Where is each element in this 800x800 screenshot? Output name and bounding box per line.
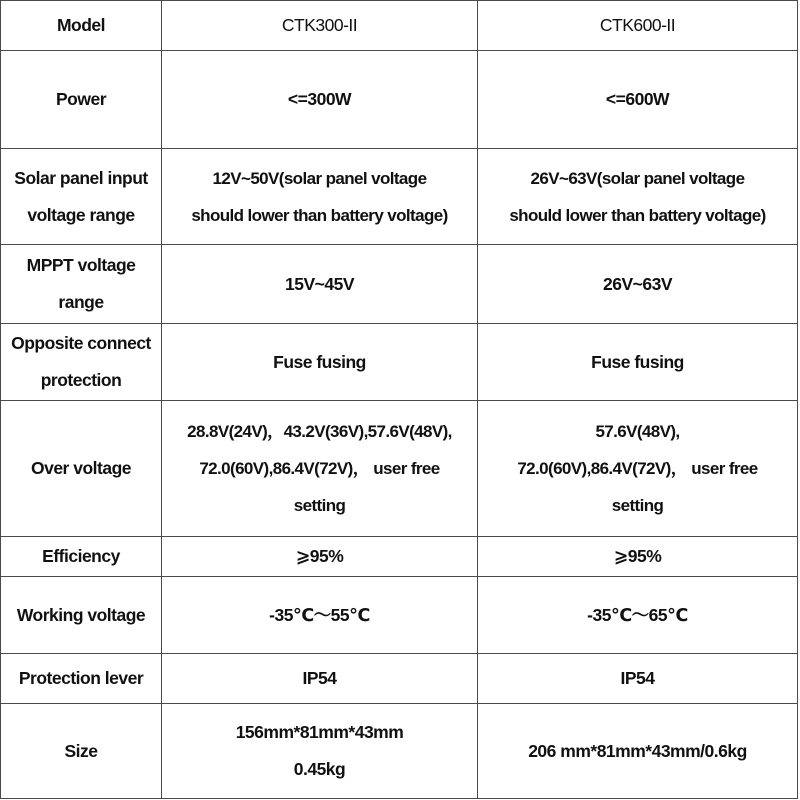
row-label: Over voltage [1,401,162,537]
table-row [1,401,798,537]
row-label: Size [1,704,162,799]
row-label: Opposite connect protection [1,324,162,401]
table-row [1,537,798,577]
header-row [1,1,798,51]
row-value-b: ⩾95% [478,537,798,577]
row-label: Protection lever [1,654,162,704]
row-label: Efficiency [1,537,162,577]
row-value-a: -35℃～55℃ [162,577,478,654]
row-value-a: 12V~50V(solar panel voltage should lower than battery voltage) [162,149,478,245]
row-value-b: <=600W [478,51,798,149]
table-row [1,324,798,401]
row-value-b: 206 mm*81mm*43mm/0.6kg [478,704,798,799]
row-label: Working voltage [1,577,162,654]
row-value-a: 28.8V(24V)，43.2V(36V),57.6V(48V), 72.0(60V),86.4V(72V)， user free setting [162,401,478,537]
row-value-a: 15V~45V [162,245,478,324]
row-value-b: 26V~63V [478,245,798,324]
row-value-a: ⩾95% [162,537,478,577]
row-label: MPPT voltage range [1,245,162,324]
table-row [1,245,798,324]
table-row [1,51,798,149]
row-label: Power [1,51,162,149]
row-value-a: <=300W [162,51,478,149]
row-value-b: -35℃～65℃ [478,577,798,654]
row-value-b: 26V~63V(solar panel voltage should lower than battery voltage) [478,149,798,245]
row-value-a: Fuse fusing [162,324,478,401]
header-label: Model [1,1,162,51]
row-value-b: IP54 [478,654,798,704]
header-model-a: CTK300-II [162,1,478,51]
table-row [1,577,798,654]
header-model-b: CTK600-II [478,1,798,51]
table-row [1,654,798,704]
row-value-b: Fuse fusing [478,324,798,401]
row-label: Solar panel input voltage range [1,149,162,245]
table-row [1,704,798,799]
row-value-a: IP54 [162,654,478,704]
row-value-a: 156mm*81mm*43mm 0.45kg [162,704,478,799]
table-row [1,149,798,245]
row-value-b: 57.6V(48V), 72.0(60V),86.4V(72V)， user free setting [478,401,798,537]
